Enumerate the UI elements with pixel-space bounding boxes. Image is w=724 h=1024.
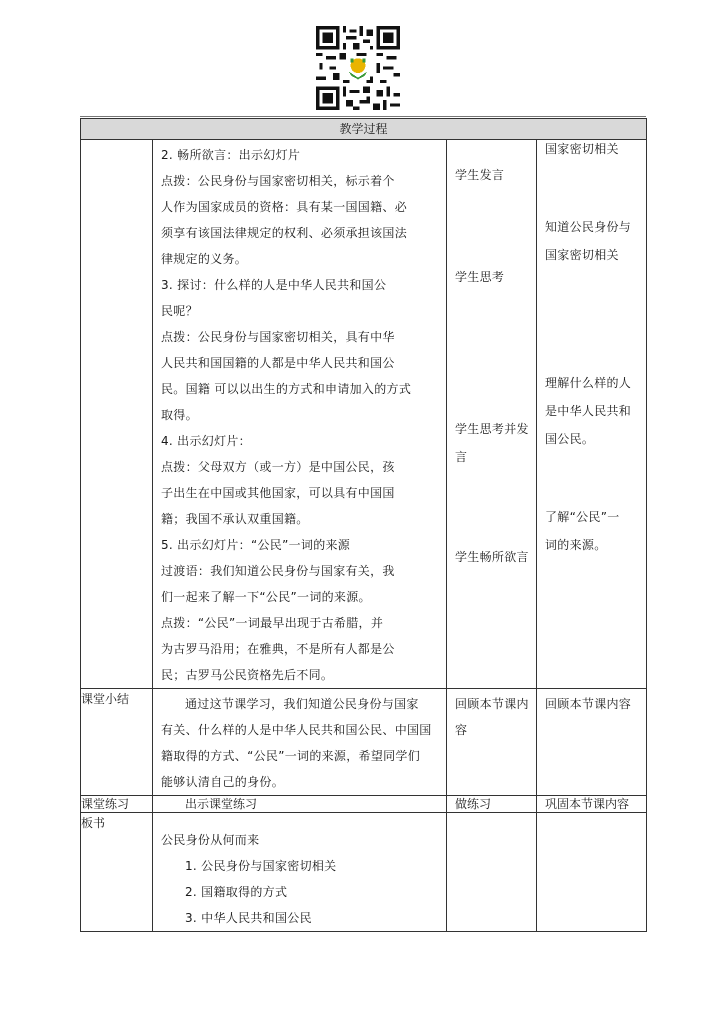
- process-line: 4. 出示幻灯片：: [161, 434, 251, 448]
- student-activity: 学生发言: [455, 168, 505, 182]
- board-title: 公民身份从何而来: [161, 833, 260, 847]
- practice-intent: 巩固本节课内容: [537, 796, 647, 813]
- summary-line: 能够认清自己的身份。: [161, 775, 285, 789]
- process-line: 5. 出示幻灯片：“公民”一词的来源: [161, 538, 351, 552]
- process-line: 点拨：公民身份与国家密切相关，标示着个: [161, 174, 395, 188]
- summary-student-line: 容: [455, 723, 468, 737]
- board-item: 1. 公民身份与国家密切相关: [185, 859, 337, 873]
- summary-intent-cell: [537, 689, 647, 796]
- intent-text: 理解什么样的人: [545, 376, 632, 390]
- process-line: 籍；我国不承认双重国籍。: [161, 512, 309, 526]
- practice-student: 做练习: [447, 796, 537, 813]
- process-line: 过渡语：我们知道公民身份与国家有关，我: [161, 564, 395, 578]
- summary-line: 通过这节课学习，我们知道公民身份与国家: [185, 697, 419, 711]
- board-item: 3. 中华人民共和国公民: [185, 911, 312, 925]
- process-line: 3. 探讨：什么样的人是中华人民共和国公: [161, 278, 387, 292]
- process-line: 取得。: [161, 408, 198, 422]
- intent-text: 国公民。: [545, 432, 595, 446]
- process-row: [81, 140, 647, 689]
- student-activity: 言: [455, 450, 468, 464]
- qr-code-image: [316, 26, 400, 110]
- board-content-cell: [153, 813, 447, 932]
- summary-row: [81, 689, 647, 796]
- practice-label: 课堂练习: [81, 796, 153, 813]
- intent-text: 知道公民身份与: [545, 220, 632, 234]
- intent-text: 是中华人民共和: [545, 404, 632, 418]
- process-line: 们一起来了解一下“公民”一词的来源。: [161, 590, 371, 604]
- summary-intent-text: 回顾本节课内容: [545, 697, 632, 711]
- board-row: [81, 813, 647, 932]
- process-line: 为古罗马沿用；在雅典，不是所有人都是公: [161, 642, 395, 656]
- student-activity: 学生畅所欲言: [455, 550, 529, 564]
- process-content-cell: [153, 140, 447, 689]
- process-intent-cell: [537, 140, 647, 689]
- intent-text: 国家密切相关: [545, 248, 619, 262]
- student-activity: 学生思考并发: [455, 422, 529, 436]
- practice-content: 出示课堂练习: [153, 796, 447, 813]
- process-line: 人作为国家成员的资格：具有某一国国籍、必: [161, 200, 408, 214]
- lesson-plan-table: [80, 118, 647, 932]
- summary-student-cell: [447, 689, 537, 796]
- header-rule: [80, 116, 646, 117]
- board-label: 板书: [81, 813, 153, 932]
- board-item: 2. 国籍取得的方式: [185, 885, 288, 899]
- process-line: 人民共和国国籍的人都是中华人民共和国公: [161, 356, 395, 370]
- process-line: 点拨：公民身份与国家密切相关，具有中华: [161, 330, 395, 344]
- process-line: 点拨：“公民”一词最早出现于古希腊，并: [161, 616, 384, 630]
- process-line: 2. 畅所欲言：出示幻灯片: [161, 148, 301, 162]
- summary-label: 课堂小结: [81, 689, 153, 796]
- process-line: 律规定的义务。: [161, 252, 248, 266]
- board-intent-cell: [537, 813, 647, 932]
- intent-text: 词的来源。: [545, 538, 607, 552]
- student-activity: 学生思考: [455, 270, 505, 284]
- process-student-cell: [447, 140, 537, 689]
- board-student-cell: [447, 813, 537, 932]
- process-line: 须享有该国法律规定的权利、必须承担该国法: [161, 226, 408, 240]
- process-label-cell: [81, 140, 153, 689]
- intent-text: 国家密切相关: [545, 142, 619, 156]
- summary-student-line: 回顾本节课内: [455, 697, 529, 711]
- summary-line: 籍取得的方式、“公民”一词的来源，希望同学们: [161, 749, 421, 763]
- summary-content-cell: [153, 689, 447, 796]
- practice-row: [81, 796, 647, 813]
- process-line: 民。国籍 可以以出生的方式和申请加入的方式: [161, 382, 412, 396]
- intent-text: 了解“公民”一: [545, 510, 620, 524]
- table-header-title: 教学过程: [81, 119, 647, 140]
- process-line: 民；古罗马公民资格先后不同。: [161, 668, 334, 682]
- process-line: 子出生在中国或其他国家，可以具有中国国: [161, 486, 395, 500]
- process-line: 民呢？: [161, 304, 198, 318]
- process-line: 点拨：父母双方（或一方）是中国公民，孩: [161, 460, 395, 474]
- summary-line: 有关、什么样的人是中华人民共和国公民、中国国: [161, 723, 432, 737]
